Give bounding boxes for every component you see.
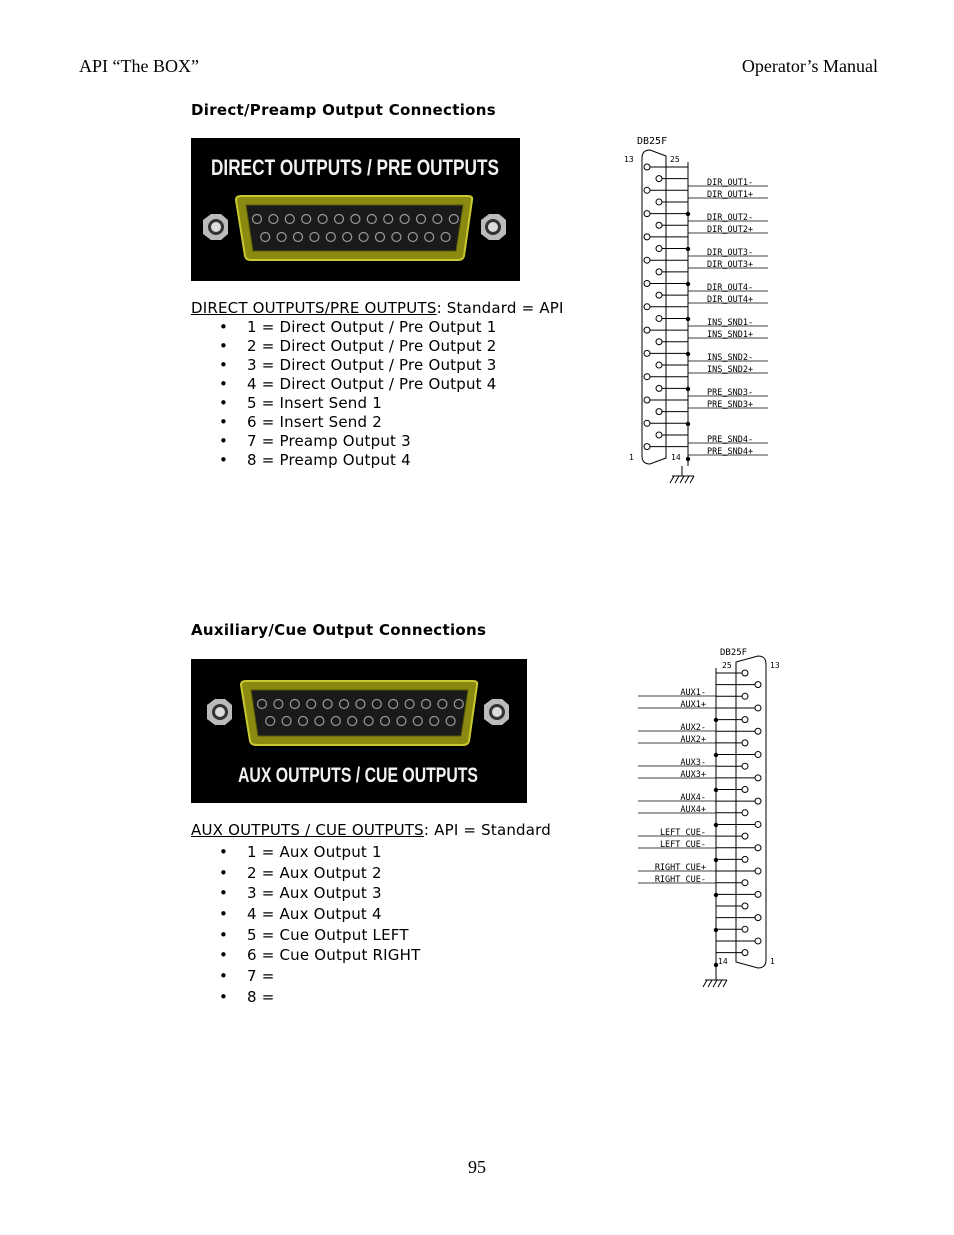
aux-panel-label: AUX OUTPUTS / CUE OUTPUTS [238,764,478,787]
pin-contact [742,810,748,816]
pin-contact [644,164,650,170]
list-item: • 8 = [219,987,275,1006]
aux-section-title: Auxiliary/Cue Output Connections [191,621,487,639]
pin-number-label: 1 [770,957,775,966]
aux-pinout-schematic [636,644,796,1001]
connector-label: DB25F [637,136,668,147]
direct-section-title: Direct/Preamp Output Connections [191,101,496,119]
pin-contact [755,775,761,781]
signal-label: INS_SND2+ [707,365,754,375]
pin-contact [656,246,662,252]
pin-contact [755,682,761,688]
pin-contact [755,752,761,758]
aux-standard: : API = Standard [423,821,551,839]
pin-contact [755,868,761,874]
direct-panel-label: DIRECT OUTPUTS / PRE OUTPUTS [211,155,499,180]
signal-label: AUX1- [680,688,706,698]
pin-contact [755,891,761,897]
pin-contact [644,187,650,193]
direct-standard: : Standard = API [436,299,564,317]
signal-label: AUX2+ [680,735,706,745]
pin-contact [755,938,761,944]
list-item: • 7 = [219,967,275,986]
ground-symbol-icon [703,970,727,987]
signal-label: AUX1+ [680,700,706,710]
list-item: • 6 = Cue Output RIGHT [219,946,421,965]
pin-contact [656,362,662,368]
signal-label: INS_SND1+ [707,330,754,340]
pin-contact [755,821,761,827]
pin-contact [644,304,650,310]
signal-label: DIR_OUT3- [707,248,754,258]
pin-number-label: 13 [624,155,634,164]
pin-contact [742,763,748,769]
signal-label: PRE_SND4+ [707,447,754,457]
list-item: • 5 = Cue Output LEFT [219,925,409,944]
pin-contact [656,222,662,228]
signal-label: AUX2- [680,723,706,733]
db25-connector-icon [236,196,472,260]
pin-contact [742,670,748,676]
pin-number-label: 25 [670,155,680,164]
pin-contact [656,199,662,205]
list-item: • 3 = Direct Output / Pre Output 3 [219,356,497,374]
pin-number-label: 14 [671,453,681,462]
header-title: API “The BOX” [79,56,199,76]
header-manual-name: Operator’s Manual [741,56,878,76]
signal-label: DIR_OUT2+ [707,225,754,235]
signal-label: LEFT CUE- [659,840,706,850]
list-item: • 8 = Preamp Output 4 [219,451,411,469]
pin-contact [755,845,761,851]
mount-screw-icon [484,699,509,725]
signal-label: INS_SND2- [707,353,754,363]
signal-label: RIGHT CUE+ [654,863,706,873]
list-item: • 2 = Aux Output 2 [219,863,382,882]
pin-contact [755,705,761,711]
pin-contact [644,444,650,450]
list-item: • 1 = Aux Output 1 [219,843,382,861]
pin-contact [644,234,650,240]
pin-contact [742,717,748,723]
direct-pin-list [219,318,496,470]
connector-label: DB25F [720,648,748,658]
signal-label: DIR_OUT2- [707,213,754,223]
pin-contact [742,856,748,862]
signal-label: DIR_OUT1+ [707,190,754,200]
pin-contact [742,833,748,839]
list-item: • 2 = Direct Output / Pre Output 2 [219,337,497,355]
aux-connector-name: AUX OUTPUTS / CUE OUTPUTS [191,821,424,839]
mount-screw-icon [207,699,232,725]
pin-contact [656,409,662,415]
signal-label: PRE_SND3+ [707,400,754,410]
signal-label: DIR_OUT4+ [707,295,754,305]
signal-label: PRE_SND4- [707,435,754,445]
pin-contact [742,903,748,909]
pin-contact [644,374,650,380]
list-item: • 1 = Direct Output / Pre Output 1 [219,318,497,336]
pin-contact [656,339,662,345]
aux-description [191,821,551,839]
signal-label: DIR_OUT3+ [707,260,754,270]
pin-contact [644,211,650,217]
signal-label: DIR_OUT1- [707,178,754,188]
signal-label: INS_SND1- [707,318,754,328]
signal-label: LEFT CUE- [659,828,706,838]
signal-label: DIR_OUT4- [707,283,754,293]
signal-label: AUX4+ [680,805,706,815]
pin-contact [742,693,748,699]
signal-label: AUX3+ [680,770,706,780]
pin-number-label: 13 [770,661,780,670]
pin-contact [755,915,761,921]
aux-pin-list [219,842,420,1008]
pin-contact [644,327,650,333]
direct-description [191,299,564,317]
db25-connector-icon [241,681,477,745]
aux-outputs-panel-image [191,659,527,803]
pin-contact [742,926,748,932]
pin-contact [644,257,650,263]
pin-contact [755,728,761,734]
list-item: • 6 = Insert Send 2 [219,413,382,431]
mount-screw-icon [481,214,506,240]
list-item: • 3 = Aux Output 3 [219,884,382,903]
pin-contact [644,350,650,356]
pin-contact [742,880,748,886]
signal-label: AUX3- [680,758,706,768]
pin-contact [656,385,662,391]
list-item: • 7 = Preamp Output 3 [219,432,411,450]
pin-contact [742,740,748,746]
pin-contact [644,397,650,403]
pin-number-label: 1 [629,453,634,462]
list-item: • 5 = Insert Send 1 [219,394,382,412]
pin-contact [742,950,748,956]
pin-contact [656,292,662,298]
list-item: • 4 = Direct Output / Pre Output 4 [219,375,497,393]
pin-contact [644,281,650,287]
pin-number-label: 25 [722,661,732,670]
signal-label: RIGHT CUE- [654,875,706,885]
pin-contact [742,787,748,793]
pin-contact [755,798,761,804]
pin-number-label: 14 [718,957,728,966]
signal-label: PRE_SND3- [707,388,754,398]
pin-contact [656,315,662,321]
direct-pinout-schematic [620,130,780,497]
pin-contact [644,420,650,426]
list-item: • 4 = Aux Output 4 [219,905,382,924]
pin-contact [656,269,662,275]
direct-outputs-panel-image [191,138,520,281]
pin-contact [656,176,662,182]
page-number: 95 [468,1157,486,1177]
mount-screw-icon [203,214,228,240]
ground-symbol-icon [670,466,694,483]
pin-contact [656,432,662,438]
direct-connector-name: DIRECT OUTPUTS/PRE OUTPUTS [191,299,437,317]
signal-label: AUX4- [680,793,706,803]
